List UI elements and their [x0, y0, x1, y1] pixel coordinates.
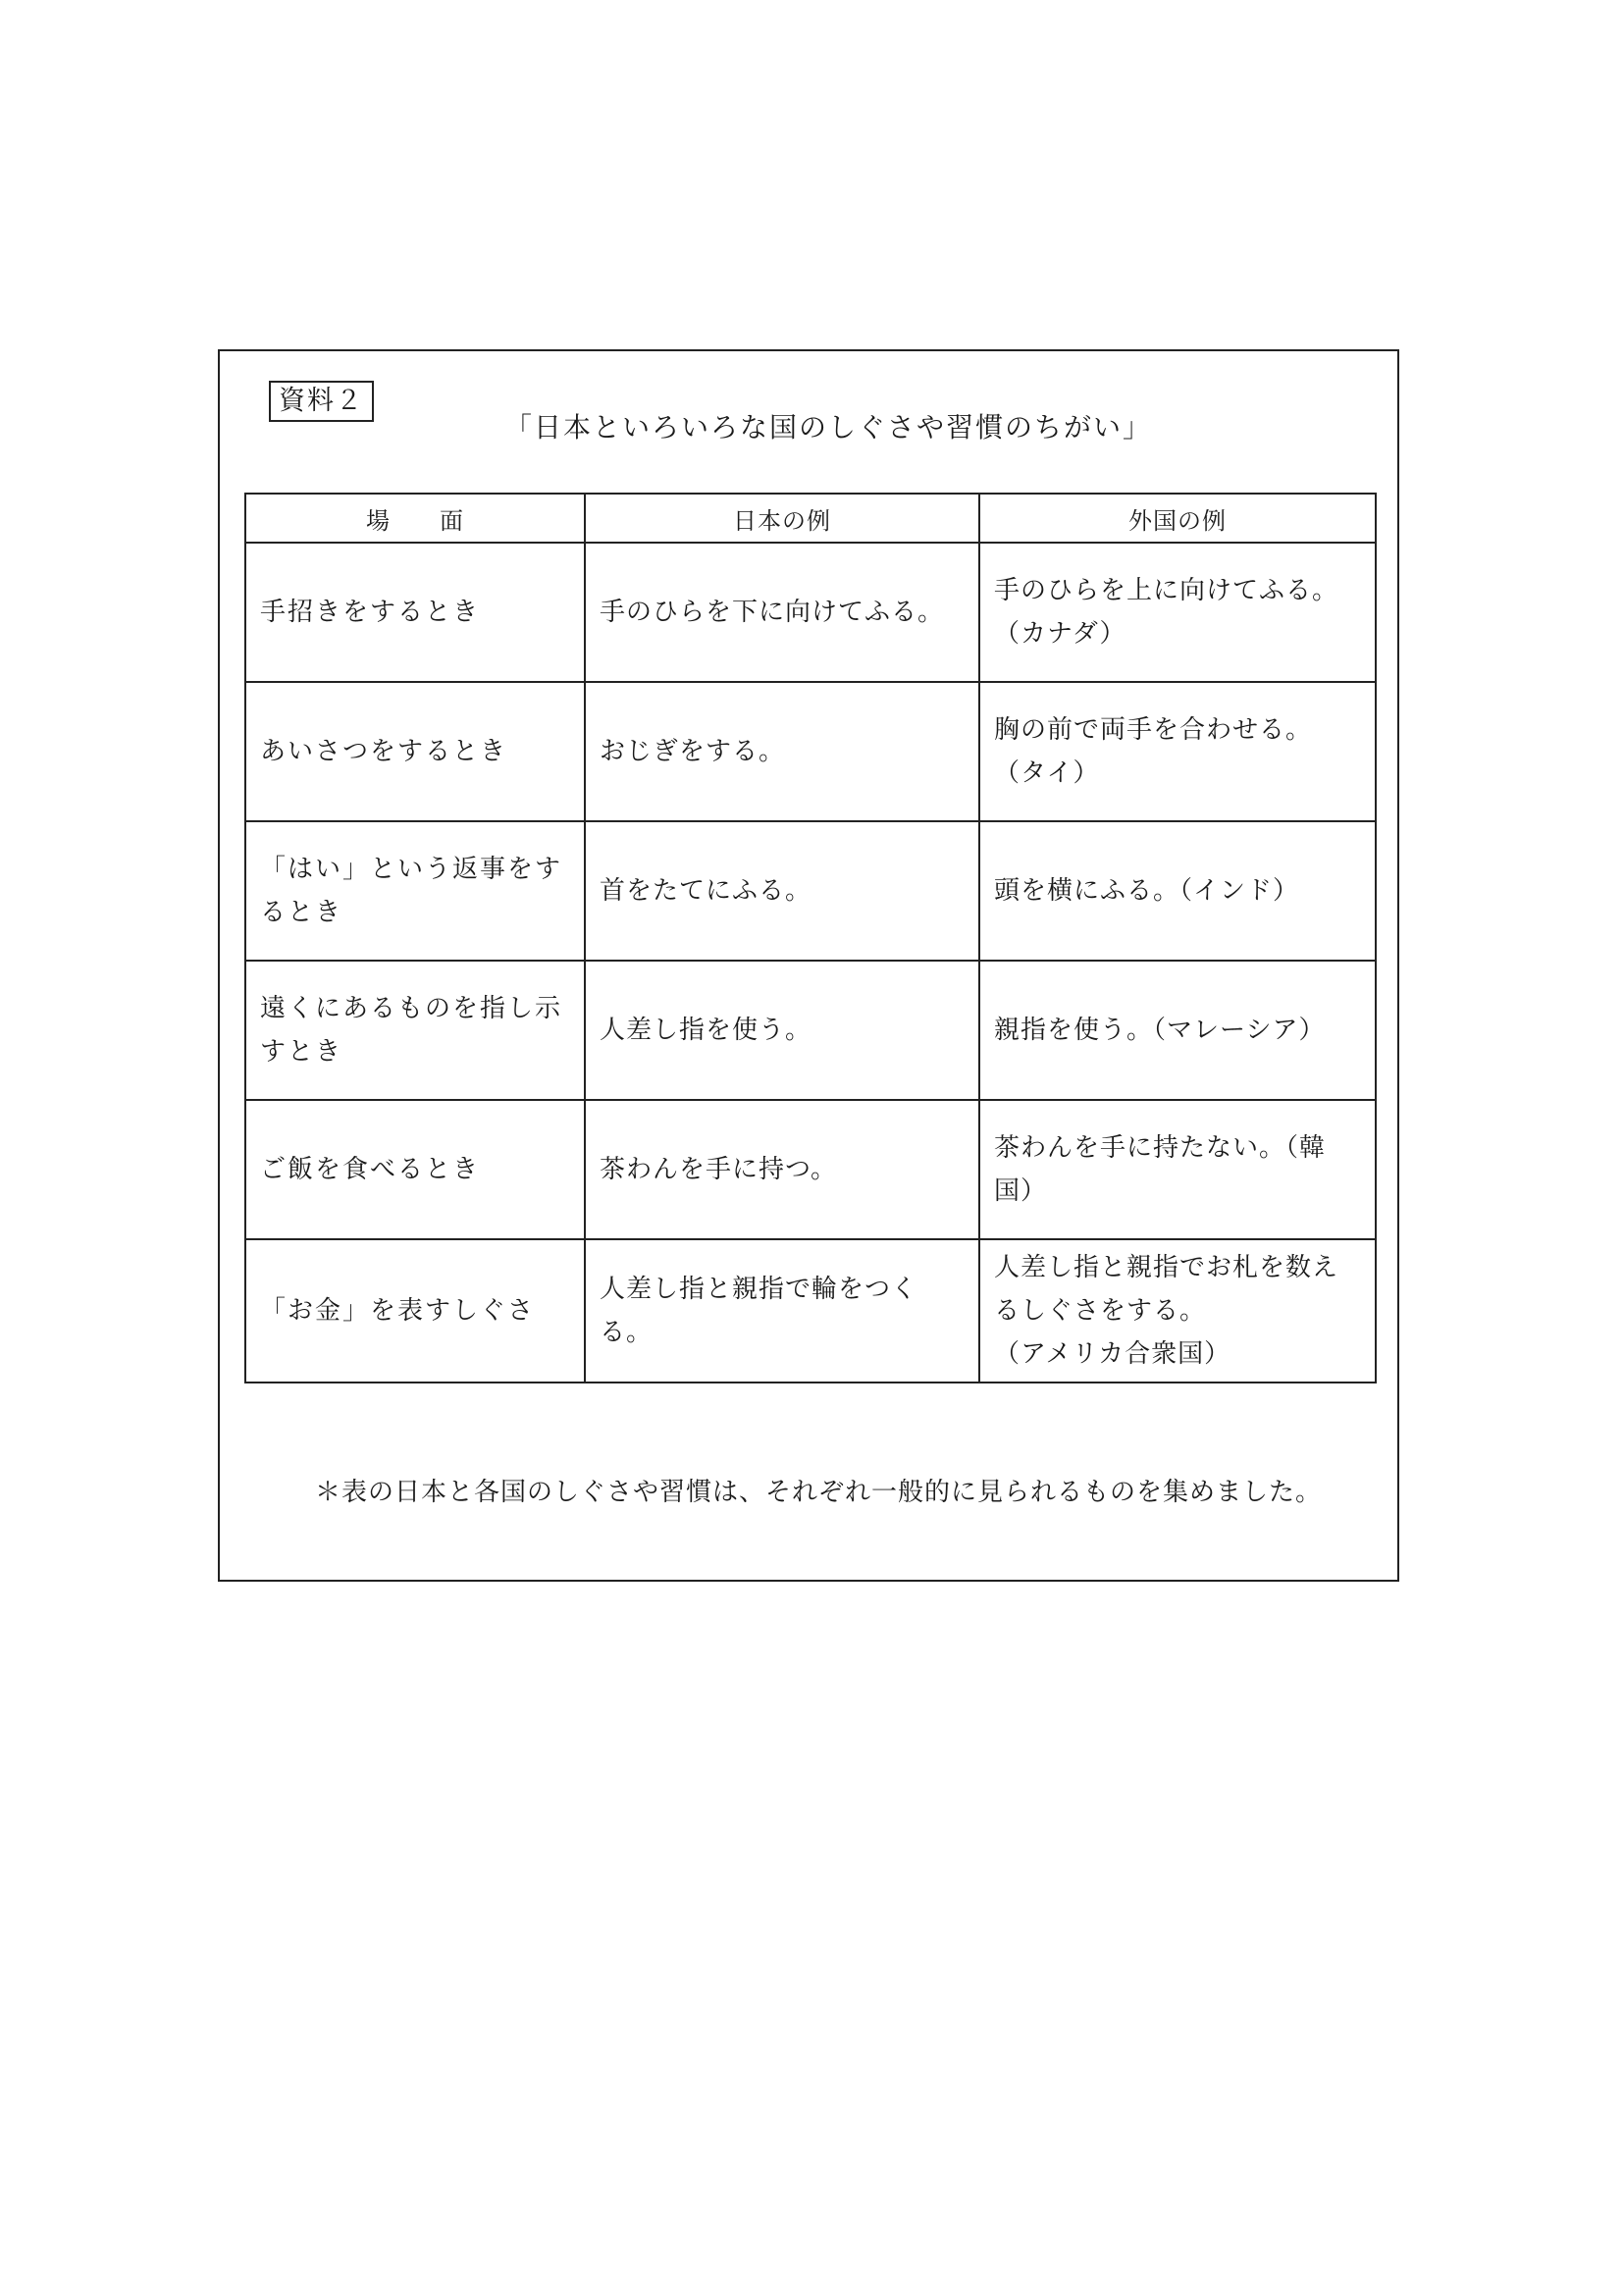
foreign-example-cell — [979, 821, 1376, 961]
document-title: 「日本といろいろな国のしぐさや習慣のちがい」 — [503, 411, 1152, 444]
document-label: 資料２ — [269, 381, 374, 422]
foreign-example-text: 茶わんを手に持たない。（韓国） — [994, 1133, 1327, 1206]
document-frame — [218, 349, 1399, 1582]
japan-example-cell: 人差し指を使う。 — [585, 961, 979, 1100]
scene-cell: 「はい」という返事をするとき — [245, 821, 585, 961]
scene-cell: ご飯を食べるとき — [245, 1100, 585, 1239]
japan-example-cell: 手のひらを下に向けてふる。 — [585, 543, 979, 682]
foreign-example-text: 親指を使う。（マレーシア） — [994, 1016, 1326, 1045]
foreign-example-cell — [979, 543, 1376, 682]
foreign-country-text: （アメリカ合衆国） — [994, 1339, 1231, 1369]
header-scene: 場 面 — [245, 494, 585, 543]
japan-example-cell: 首をたてにふる。 — [585, 821, 979, 961]
table-row — [245, 961, 1376, 1100]
foreign-example-cell — [979, 682, 1376, 821]
japan-example-cell: おじぎをする。 — [585, 682, 979, 821]
table-row — [245, 1239, 1376, 1383]
foreign-example-cell — [979, 961, 1376, 1100]
foreign-country-text: （カナダ） — [994, 619, 1126, 649]
foreign-example-cell — [979, 1239, 1376, 1383]
table-row — [245, 543, 1376, 682]
header-japan: 日本の例 — [585, 494, 979, 543]
table-row — [245, 821, 1376, 961]
scene-cell: 「お金」を表すしぐさ — [245, 1239, 585, 1383]
scene-cell: あいさつをするとき — [245, 682, 585, 821]
foreign-example-text: 人差し指と親指でお札を数えるしぐさをする。 — [994, 1253, 1339, 1326]
table-row — [245, 682, 1376, 821]
foreign-example-text: 頭を横にふる。（インド） — [994, 876, 1300, 906]
header-foreign: 外国の例 — [979, 494, 1376, 543]
scene-cell: 遠くにあるものを指し示すとき — [245, 961, 585, 1100]
japan-example-cell: 人差し指と親指で輪をつくる。 — [585, 1239, 979, 1383]
foreign-example-text: 手のひらを上に向けてふる。 — [994, 576, 1339, 605]
foreign-country-text: （タイ） — [994, 758, 1100, 788]
table-header-row — [245, 494, 1376, 543]
scene-cell: 手招きをするとき — [245, 543, 585, 682]
foreign-example-cell — [979, 1100, 1376, 1239]
foreign-example-text: 胸の前で両手を合わせる。 — [994, 715, 1313, 745]
japan-example-cell: 茶わんを手に持つ。 — [585, 1100, 979, 1239]
comparison-table — [244, 493, 1377, 1383]
table-row — [245, 1100, 1376, 1239]
footnote: ＊表の日本と各国のしぐさや習慣は、それぞれ一般的に見られるものを集めました。 — [314, 1478, 1322, 1507]
